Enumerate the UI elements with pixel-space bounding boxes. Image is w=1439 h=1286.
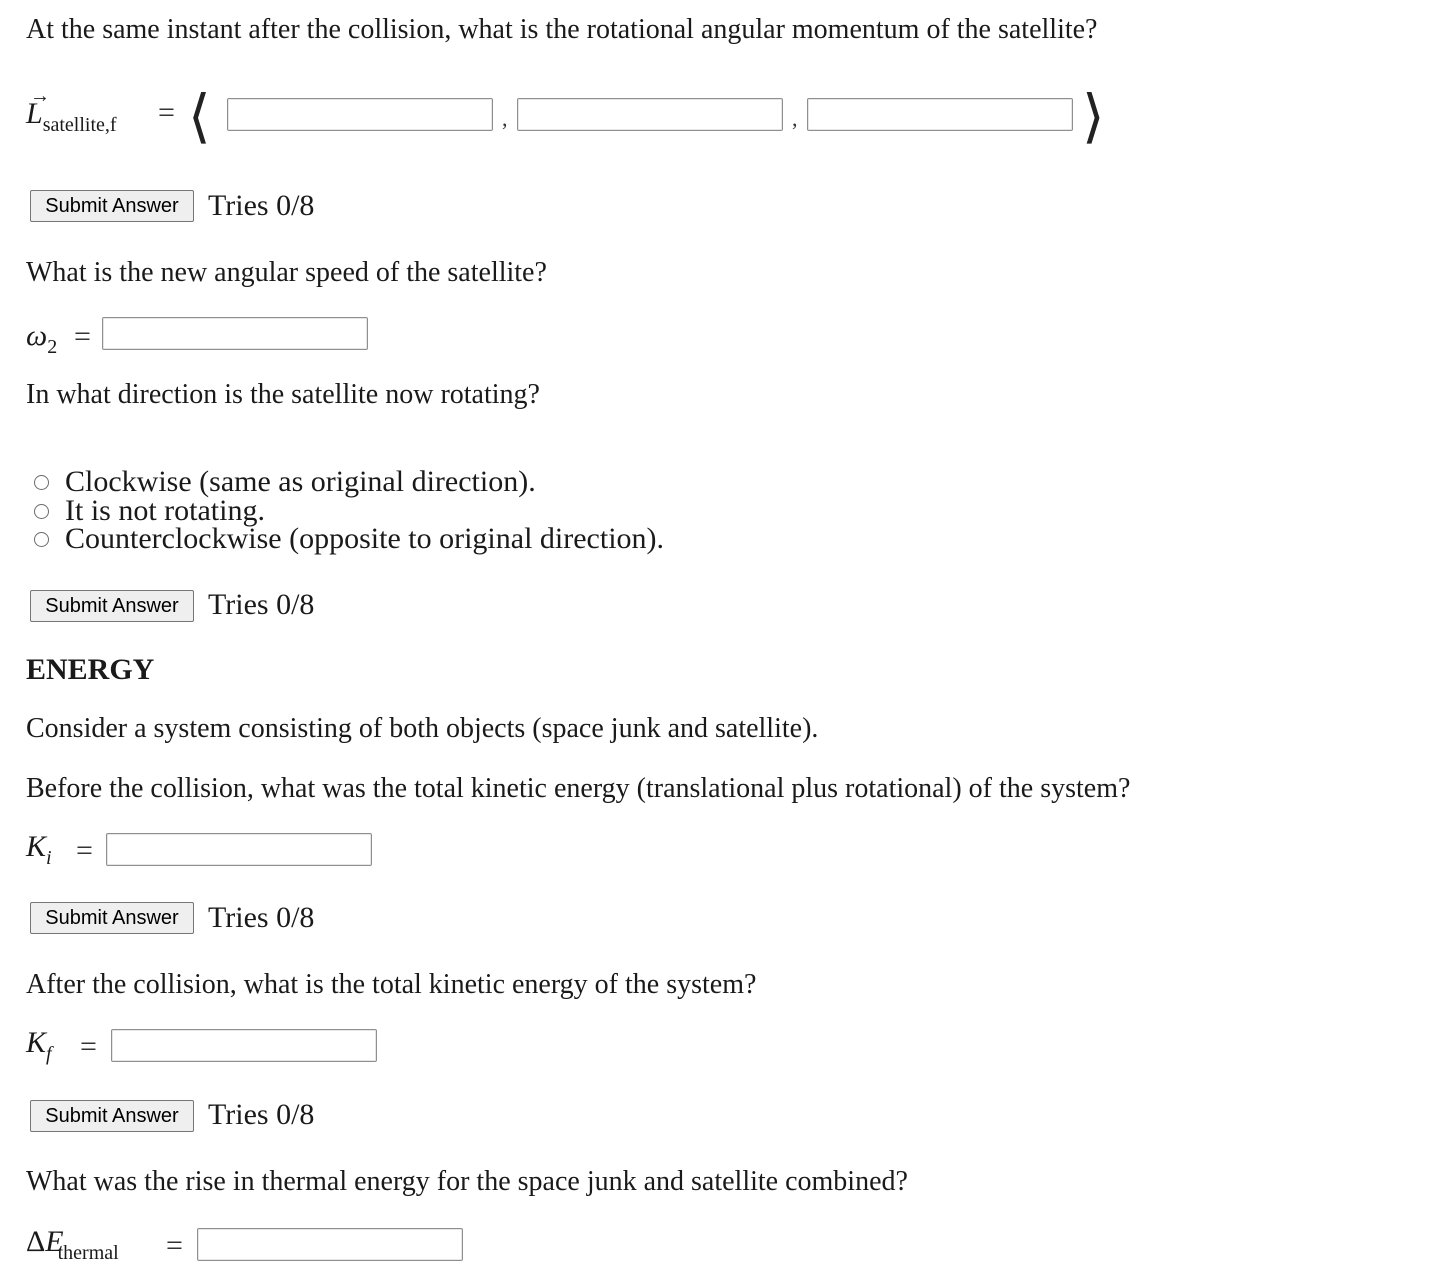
equals-sign: = [166, 1229, 183, 1262]
equals-sign: = [74, 320, 91, 353]
subscript-satellite-f [43, 114, 117, 136]
submit-answer-button-kf[interactable]: Submit Answer [30, 1100, 194, 1132]
radio-option-clockwise[interactable] [34, 465, 536, 498]
lhs-omega-2 [26, 318, 57, 357]
submit-answer-button-direction[interactable]: Submit Answer [30, 590, 194, 622]
tries-counter-kf: Tries 0/8 [208, 1098, 315, 1131]
section-heading-energy: ENERGY [26, 653, 155, 686]
symbol-delta: Δ [26, 1225, 46, 1258]
tries-counter-ki: Tries 0/8 [208, 901, 315, 934]
symbol-L: L [26, 97, 43, 130]
question-final-kinetic-energy: After the collision, what is the total kinetic energy of the system? [26, 969, 757, 1000]
radio-label: It is not rotating. [65, 494, 265, 527]
lhs-K-f [26, 1025, 52, 1064]
equals-sign: = [80, 1030, 97, 1063]
lhs-K-i [26, 829, 52, 868]
submit-answer-button-ki[interactable]: Submit Answer [30, 902, 194, 934]
subscript-text: satellite,f [42, 114, 117, 136]
initial-kinetic-energy-input[interactable] [106, 833, 372, 866]
radio-button[interactable] [34, 504, 49, 519]
question-angular-speed: What is the new angular speed of the satellite? [26, 257, 547, 288]
angular-momentum-y-input[interactable] [517, 98, 783, 131]
separator-comma: , [502, 106, 508, 131]
question-thermal-energy-rise: What was the rise in thermal energy for the space junk and satellite combined? [26, 1166, 908, 1197]
symbol-omega: ω [26, 319, 48, 352]
angular-speed-input[interactable] [102, 317, 368, 350]
equals-sign: = [76, 834, 93, 867]
angular-momentum-z-input[interactable] [807, 98, 1073, 131]
tries-counter-momentum: Tries 0/8 [208, 189, 315, 222]
radio-option-not-rotating[interactable] [34, 494, 265, 527]
subscript-i: i [46, 847, 52, 869]
radio-button[interactable] [34, 475, 49, 490]
subscript-2: 2 [47, 336, 58, 358]
close-angle-bracket: ⟩ [1082, 82, 1105, 150]
tries-counter-direction: Tries 0/8 [208, 588, 315, 621]
subscript-f: f [46, 1043, 52, 1065]
submit-answer-button-momentum[interactable]: Submit Answer [30, 190, 194, 222]
final-kinetic-energy-input[interactable] [111, 1029, 377, 1062]
question-rotation-direction: In what direction is the satellite now rotating? [26, 379, 540, 410]
symbol-K: K [26, 830, 47, 863]
radio-label: Clockwise (same as original direction). [65, 465, 536, 498]
energy-intro-text: Consider a system consisting of both objects (space junk and satellite). [26, 713, 819, 744]
radio-option-counterclockwise[interactable] [34, 522, 665, 555]
lhs-L-satellite-f [26, 85, 117, 136]
thermal-energy-input[interactable] [197, 1228, 463, 1261]
subscript-thermal: thermal [57, 1242, 119, 1264]
question-initial-kinetic-energy: Before the collision, what was the total kinetic energy (translational plus rotational) of the system? [26, 773, 1131, 804]
separator-comma: , [792, 106, 798, 131]
symbol-K: K [26, 1026, 47, 1059]
equals-sign: = [158, 96, 175, 129]
open-angle-bracket: ⟨ [188, 82, 211, 150]
symbol-E: E [45, 1225, 64, 1258]
question-rotational-angular-momentum: At the same instant after the collision, what is the rotational angular momentum of the satellite? [26, 14, 1098, 45]
lhs-delta-E-thermal [26, 1224, 119, 1263]
angular-momentum-x-input[interactable] [227, 98, 493, 131]
vector-arrow-icon: → [30, 85, 50, 107]
radio-label: Counterclockwise (opposite to original direction). [65, 522, 665, 555]
radio-button[interactable] [34, 532, 49, 547]
